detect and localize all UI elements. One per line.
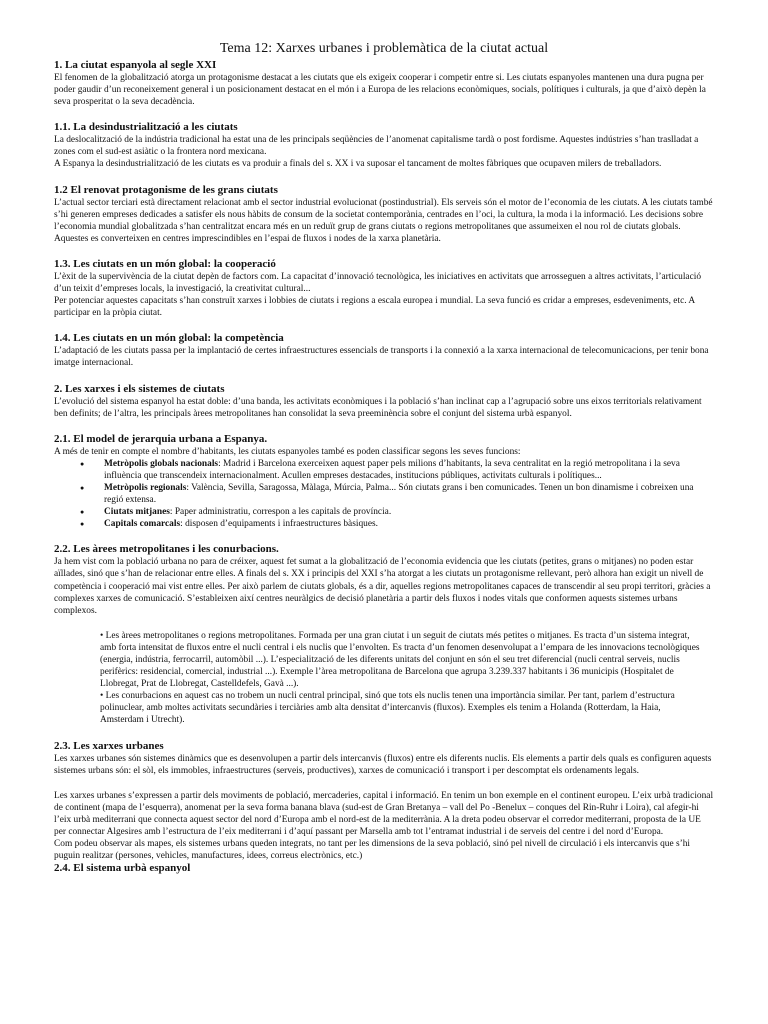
section-2-heading: 2. Les xarxes i els sistemes de ciutats [54, 382, 225, 395]
section-2-3-paragraph-1: Les xarxes urbanes són sistemes dinàmics que es desenvolupen a partir dels intercanvis (fluxos) entre els diferents nuclis. Els elements a partir dels quals es configuren aquests sistemes urbans són: el sòl, els immobles, infraestructures (serveis, productives), xarxes de comunicació i transport i per descomptat els ordenaments legals. [54, 753, 712, 776]
section-2-2-paragraph: Ja hem vist com la població urbana no para de créixer, aquest fet sumat a la globalització de l’economia evidencia que les ciutats (petites, grans o mitjanes) no poden estar aïllades, sinó que s’han de relacionar entre elles. A finals del s. XX i principis del XXI s’ha atorgat a les ciutats un protagonisme rellevant, però alhora han exigit un nivell de competència i cooperació mai vist entre elles. Per això parlem de ciutats globals, és a dir, aquelles regions metropolitanes capaces de transcendir al seu propi territori, gràcies a complexes xarxes de comunicació. S’estableixen així centres neuràlgics de decisió planetària a partir dels fluxos i nodes vitals que conformen aquests sistemes urbans complexos. [54, 557, 711, 616]
section-2-paragraph: L’evolució del sistema espanyol ha estat doble: d’una banda, les activitats econòmiques i la població s’han inclinat cap a l’agrupació sobre uns eixos territorials relativament ben definits; de l’altra, les principals àrees metropolitanes han consolidat la seva preeminència sobre el conjunt del sistema urbà espanyol. [54, 396, 702, 419]
section-2-1-paragraph: A més de tenir en compte el nombre d’habitants, les ciutats espanyoles també es poden classificar segons les seves funcions: [54, 446, 521, 457]
conurbations-note: • Les conurbacions en aquest cas no trobem un nucli central principal, sinó que tots els nuclis tenen una importància similar. Per tant, parlem d’estructura polinuclear, amb moltes activitats secundàries i terciàries amb alta densitat d’intercanvis (fluxos). Exemples els tenim a Holanda (Rotterdam, la Haia, Amsterdam i Utrecht). [100, 691, 675, 726]
section-2-3-paragraph-3: Com podeu observar als mapes, els sistemes urbans queden integrats, no tant per les dimensions de la seva població, sinó pel nivell de circulació i els intercanvis que s’hi puguin realitzar (persones, vehicles, manufactures, idees, correus electrònics, etc.) [54, 839, 691, 862]
section-2-3-paragraph-2: Les xarxes urbanes s’expressen a partir dels moviments de població, mercaderies, capital i informació. En tenim un bon exemple en el continent europeu. L’eix urbà tradicional de continent (mapa de l’esquerra), anomenat per la seva forma banana blava (sud-est de Gran Bretanya – vall del Po -Benelux – conques del Rin-Ruhr i Loira), cal afegir-hi l’eix urbà mediterrani que connecta aquest sector del nord d’Europa amb el nord-est de la mediterrània. A la dreta podeu observar el corredor mediterrani, proposta de la UE per connectar Algesires amb l’estructura de l’eix mediterrani i d’aquí passant per Marsella amb tot l’entramat industrial i de serveis del centre i del nord d’Europa. [54, 790, 714, 838]
section-2-2-heading: 2.2. Les àrees metropolitanes i les conurbacions. [54, 543, 279, 556]
list-item-term: Ciutats mitjanes [104, 507, 170, 518]
section-1-1-paragraph-2: A Espanya la desindustrialització de les ciutats es va produir a finals del s. XX i va suposar el tancament de moltes fàbriques que ocupaven milers de treballadors. [54, 159, 662, 170]
page-title: Tema 12: Xarxes urbanes i problemàtica de la ciutat actual [219, 41, 549, 56]
list-item-text: : disposen d’equipaments i infraestructures bàsiques. [180, 519, 378, 530]
section-1-3-heading: 1.3. Les ciutats en un món global: la cooperació [54, 257, 276, 270]
list-item [104, 458, 714, 482]
section-1-paragraph: El fenomen de la globalització atorga un protagonisme destacat a les ciutats que els exigeix cooperar i competir entre si. Les ciutats espanyoles mantenen una dura pugna per poder gaudir d’un reconeixement general i un posicionament destacat en el món i a Europa de les relacions econòmiques, socials, polítiques i culturals, ja que d’això depèn la seva prosperitat o la seva decadència. [54, 73, 706, 108]
section-1-1-paragraph-1: La deslocalització de la indústria tradicional ha estat una de les principals seqüències de l’anomenat capitalisme tardà o post fordisme. Aquestes indústries s’han traslladat a zones com el sud-est asiàtic o la frontera nord mexicana. [54, 135, 699, 158]
section-1-heading: 1. La ciutat espanyola al segle XXI [54, 59, 217, 71]
list-item-text: : Paper administratiu, correspon a les capitals de província. [169, 507, 392, 518]
section-2-1-heading: 2.1. El model de jerarquia urbana a Espanya. [54, 432, 268, 445]
section-2-4-heading: 2.4. El sistema urbà espanyol [54, 862, 191, 875]
section-1-4-paragraph: L’adaptació de les ciutats passa per la implantació de certes infraestructures essencials de transports i la connexió a la xarxa internacional de telecomunicacions, per tenir bona imatge internacional. [54, 346, 709, 369]
metropolitan-areas-note: • Les àrees metropolitanes o regions metropolitanes. Formada per una gran ciutat i un seguit de ciutats més petites o mitjanes. Es tracta d’un sistema integrat, amb forta intensitat de fluxos entre el nucli central i els nuclis que l’envolten. Es tracta d’un fenomen desenvolupat a l’empara de les innovacions tecnològiques (energia, indústria, ferrocarril, automòbil ...). L’especialització de les diferents unitats del conjunt en són el seu tret diferencial (nucli central serveis, nuclis perifèrics: residencial, comercial, industrial ...). Exemple l’àrea metropolitana de Barcelona que agrupa 3.239.337 habitants i 36 municipis (Hospitalet de Llobregat, Prat de Llobregat, Castelldefels, Gavà ...). [100, 630, 700, 690]
list-item [104, 518, 714, 530]
list-item-term: Metròpolis regionals [104, 482, 187, 493]
list-item-text: : Madrid i Barcelona exerceixen aquest paper pels milions d’habitants, la seva centralitat en la regió metropolitana i la seva influència que transcendeix internacionalment. Acullen empreses destacades, institucions públiques, activitats culturals i polítiques... [104, 458, 680, 481]
section-1-1-heading: 1.1. La desindustrialització a les ciutats [54, 121, 238, 134]
list-item [104, 482, 714, 506]
indented-block [100, 630, 700, 727]
section-1-4-heading: 1.4. Les ciutats en un món global: la competència [54, 332, 284, 345]
list-item [104, 506, 714, 518]
city-function-list [54, 458, 714, 531]
list-item-term: Capitals comarcals [104, 519, 181, 530]
section-1-2-heading: 1.2 El renovat protagonisme de les grans ciutats [54, 183, 278, 196]
section-2-3-heading: 2.3. Les xarxes urbanes [54, 739, 164, 752]
list-item-term: Metròpolis globals nacionals [104, 458, 219, 469]
section-1-3-paragraph-1: L’èxit de la supervivència de la ciutat depèn de factors com. La capacitat d’innovació tecnològica, les iniciatives en activitats que arrosseguen a altres activitats, l’articulació d’un teixit d’empreses locals, la investigació, la creativitat cultural... [54, 271, 702, 295]
section-1-2-paragraph: L’actual sector terciari està directament relacionat amb el sector industrial evolucionat (postindustrial). Els serveis són el motor de l’economia de les ciutats. A les ciutats també s’hi generen empreses dedicades a satisfer els nous hàbits de consum de la societat contemporània, centrades en l’oci, la cultura, la moda i la informació. Les decisions sobre l’economia mundial globalitzada s’han centralitzat encara més en un reduït grup de grans ciutats o regions metropolitanes que assumeixen el nou rol de ciutats globals. Aquestes es converteixen en centres imprescindibles en l’espai de fluxos i nodes de la xarxa planetària. [54, 197, 713, 244]
section-1-3-paragraph-2: Per potenciar aquestes capacitats s’han construït xarxes i lobbies de ciutats i regions a escala europea i mundial. La seva funció es cridar a empreses, esdeveniments, etc. A participar en la pròpia ciutat. [54, 296, 695, 319]
list-item-text: : València, Sevilla, Saragossa, Màlaga, Múrcia, Palma... Són ciutats grans i ben comunicades. Tenen un bon dinamisme i cobreixen una regió extensa. [104, 482, 694, 506]
